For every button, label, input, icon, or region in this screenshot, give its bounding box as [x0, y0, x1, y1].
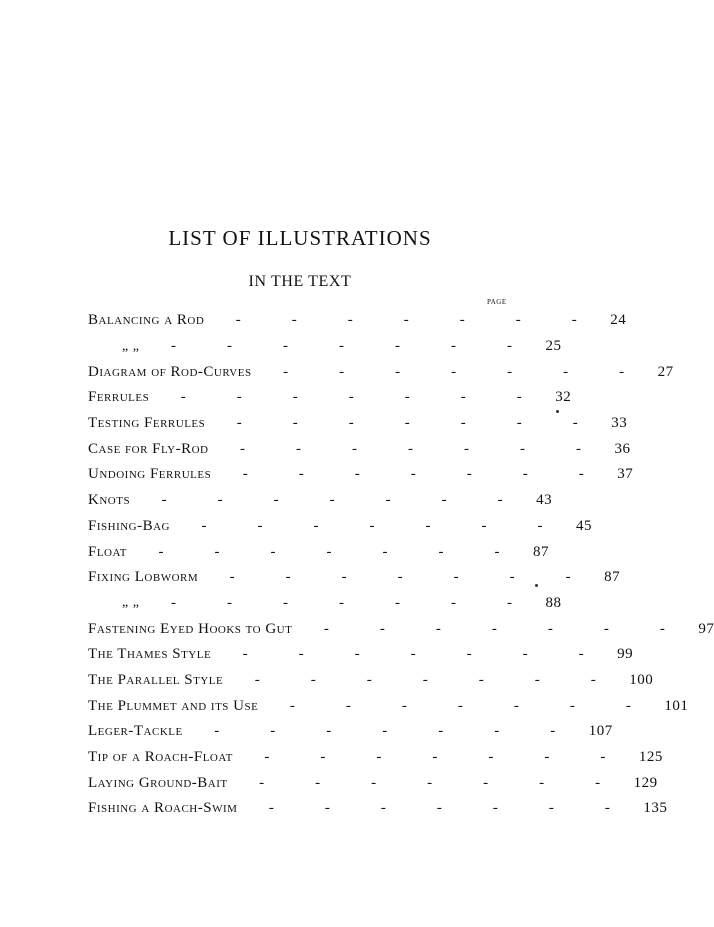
- entry-title: Tip of a Roach-Float: [88, 749, 233, 766]
- leader-dashes: - - - - - - -: [259, 774, 601, 791]
- list-item: [88, 385, 572, 411]
- leader-dashes: - - - - - - -: [229, 569, 571, 586]
- entry-page-number: 24: [610, 312, 627, 329]
- list-item: [88, 668, 654, 694]
- leader-dashes: - - - - - - -: [158, 543, 500, 560]
- entry-title: Balancing a Rod: [88, 312, 205, 329]
- leader-dashes: - - - - - - -: [201, 517, 543, 534]
- entry-page-number: 97: [698, 620, 714, 637]
- print-speck: [556, 410, 559, 413]
- entry-title: Float: [88, 543, 127, 560]
- list-item: [88, 770, 658, 796]
- leader-dashes: - - - - - - -: [170, 338, 512, 355]
- entry-page-number: 100: [629, 671, 654, 688]
- section-subtitle: IN THE TEXT: [248, 273, 352, 290]
- list-item: [88, 642, 634, 668]
- list-item: [88, 719, 613, 745]
- leader-dashes: - - - - - - -: [254, 671, 596, 688]
- entry-page-number: 101: [664, 697, 689, 714]
- leader-dashes: - - - - - - -: [214, 723, 556, 740]
- entry-title: Laying Ground-Bait: [88, 774, 228, 791]
- entry-title: Case for Fly-Rod: [88, 440, 209, 457]
- entry-page-number: 87: [532, 543, 549, 560]
- entry-page-number: 45: [576, 517, 593, 534]
- list-item: [88, 539, 549, 565]
- leader-dashes: - - - - - - -: [289, 697, 631, 714]
- entry-page-number: 37: [617, 466, 634, 483]
- leader-dashes: - - - - - - -: [264, 749, 606, 766]
- entry-title: Diagram of Rod-Curves: [88, 363, 252, 380]
- list-item: [88, 411, 628, 437]
- entry-page-number: 129: [633, 774, 658, 791]
- page-title: LIST OF ILLUSTRATIONS: [168, 226, 432, 250]
- leader-dashes: - - - - - - -: [161, 492, 503, 509]
- print-speck: [535, 584, 538, 587]
- entry-page-number: 107: [588, 723, 613, 740]
- leader-dashes: - - - - - - -: [236, 415, 578, 432]
- entry-page-number: 36: [614, 440, 631, 457]
- list-item: [88, 591, 562, 617]
- list-item: [88, 565, 621, 591]
- illustrations-list: [88, 308, 714, 822]
- leader-dashes: - - - - - - -: [242, 466, 584, 483]
- entry-page-number: 125: [638, 749, 663, 766]
- entry-title: „ „: [122, 595, 140, 611]
- leader-dashes: - - - - - - -: [239, 440, 581, 457]
- entry-page-number: 87: [604, 569, 621, 586]
- list-item: [88, 436, 631, 462]
- leader-dashes: - - - - - - -: [323, 620, 665, 637]
- entry-title: Fastening Eyed Hooks to Gut: [88, 620, 293, 637]
- entry-title: Ferrules: [88, 389, 150, 406]
- entry-title: Knots: [88, 492, 131, 509]
- list-item: [88, 462, 634, 488]
- list-item: [88, 796, 668, 822]
- list-item: [88, 359, 674, 385]
- entry-page-number: 33: [611, 415, 628, 432]
- entry-title: „ „: [122, 338, 140, 354]
- list-item: [88, 514, 593, 540]
- entry-title: Fixing Lobworm: [88, 569, 199, 586]
- entry-page-number: 25: [545, 338, 562, 355]
- entry-page-number: 27: [657, 363, 674, 380]
- list-item: [88, 616, 714, 642]
- entry-title: The Plummet and its Use: [88, 697, 259, 714]
- entry-page-number: 88: [545, 594, 562, 611]
- entry-page-number: 32: [555, 389, 572, 406]
- entry-title: Fishing-Bag: [88, 517, 171, 534]
- list-item: [88, 693, 689, 719]
- leader-dashes: - - - - - - -: [242, 646, 584, 663]
- entry-page-number: 99: [617, 646, 634, 663]
- entry-page-number: 135: [643, 800, 668, 817]
- leader-dashes: - - - - - - -: [268, 800, 610, 817]
- entry-page-number: 43: [536, 492, 553, 509]
- leader-dashes: - - - - - - -: [170, 594, 512, 611]
- entry-title: Undoing Ferrules: [88, 466, 212, 483]
- entry-title: Testing Ferrules: [88, 415, 206, 432]
- entry-title: The Thames Style: [88, 646, 212, 663]
- list-item: [88, 488, 553, 514]
- list-item: [88, 308, 627, 334]
- entry-title: Leger-Tackle: [88, 723, 183, 740]
- leader-dashes: - - - - - - -: [180, 389, 522, 406]
- list-item: [88, 334, 562, 360]
- page-column-label: PAGE: [487, 298, 507, 306]
- list-item: [88, 745, 663, 771]
- leader-dashes: - - - - - - -: [235, 312, 577, 329]
- entry-title: The Parallel Style: [88, 671, 224, 688]
- leader-dashes: - - - - - - -: [283, 363, 625, 380]
- entry-title: Fishing a Roach-Swim: [88, 800, 238, 817]
